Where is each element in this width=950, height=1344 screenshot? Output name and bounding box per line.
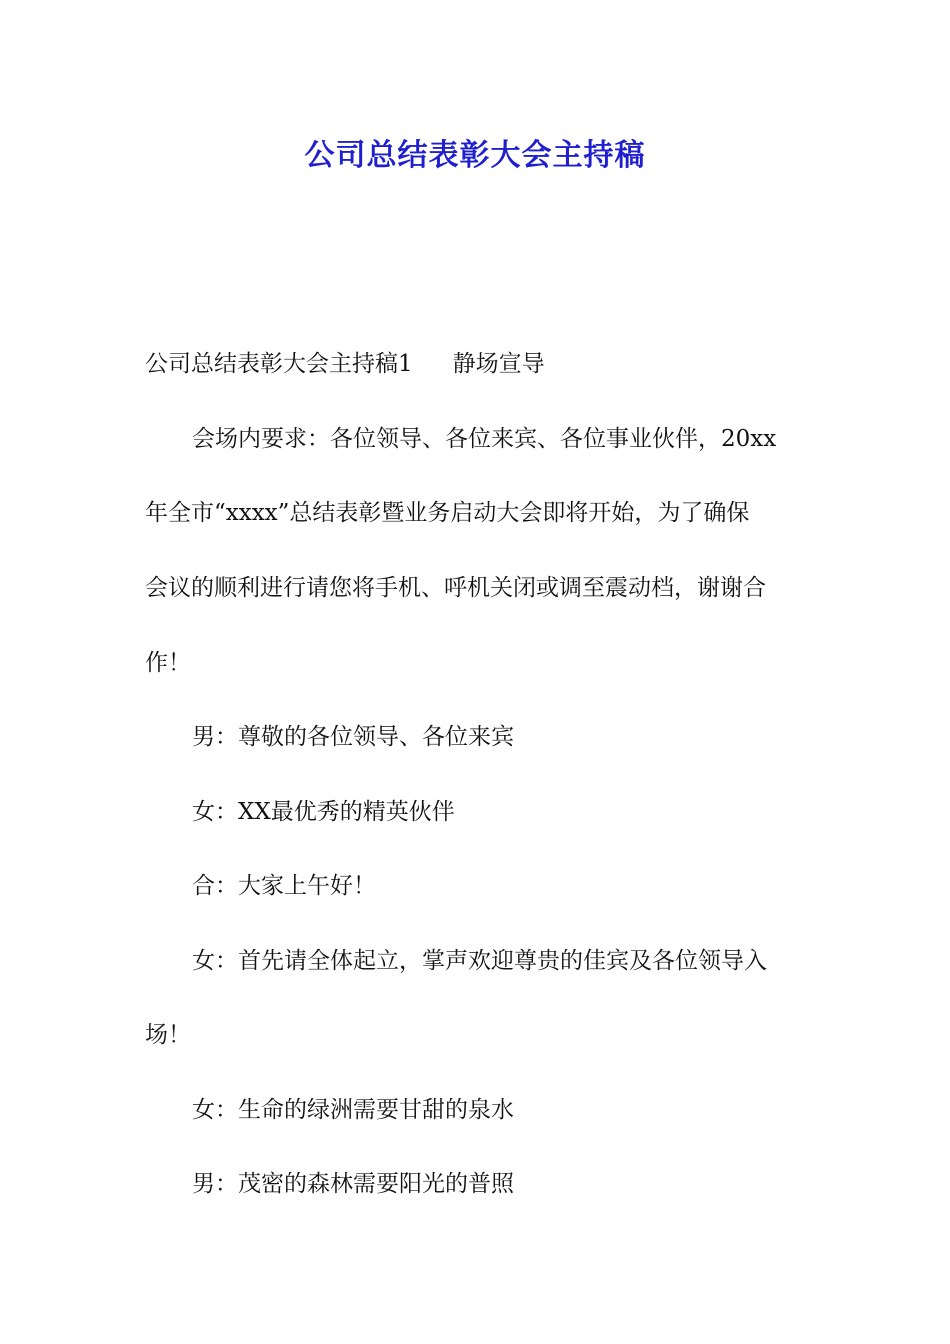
paragraph-line: 女：XX最优秀的精英伙伴 (192, 799, 455, 825)
paragraph-line: 女：首先请全体起立，掌声欢迎尊贵的佳宾及各位领导入 (192, 948, 767, 974)
section-heading-title: 公司总结表彰大会主持稿1 (145, 351, 413, 377)
section-heading (145, 345, 545, 378)
paragraph-line: 男：茂密的森林需要阳光的普照 (192, 1171, 514, 1197)
paragraph-line: 合：大家上午好！ (192, 873, 376, 899)
document-title: 公司总结表彰大会主持稿 (304, 138, 646, 173)
paragraph-line: 场！ (145, 1022, 191, 1048)
paragraph-line: 会场内要求：各位领导、各位来宾、各位事业伙伴，20xx (192, 426, 777, 452)
section-heading-subtitle: 静场宣导 (452, 351, 545, 377)
paragraph-line: 男：尊敬的各位领导、各位来宾 (192, 724, 514, 750)
paragraph-line: 会议的顺利进行请您将手机、呼机关闭或调至震动档，谢谢合 (145, 575, 766, 601)
paragraph-line: 女：生命的绿洲需要甘甜的泉水 (192, 1097, 514, 1123)
paragraph-line: 作！ (145, 650, 191, 676)
paragraph-line: 年全市“xxxx”总结表彰暨业务启动大会即将开始，为了确保 (145, 500, 750, 526)
